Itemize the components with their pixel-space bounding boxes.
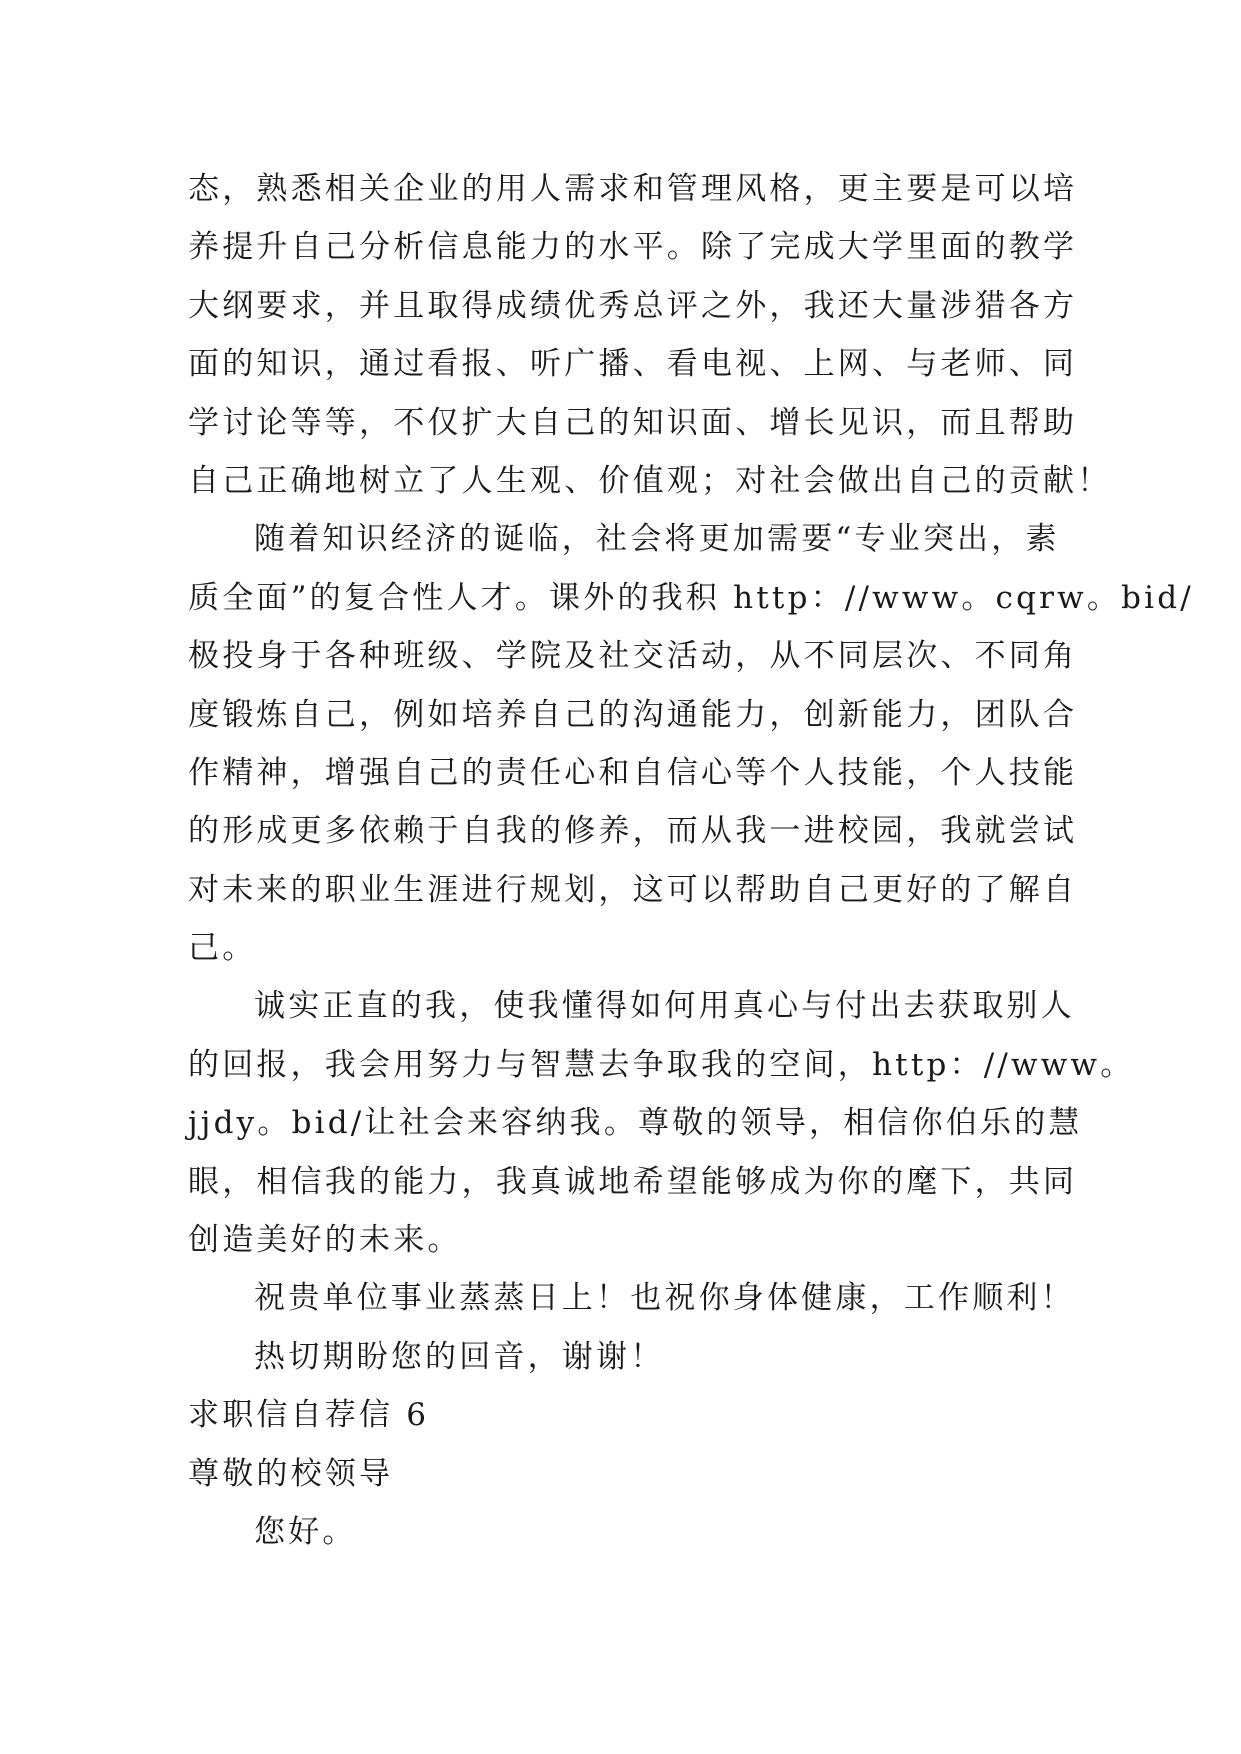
text-line: 热切期盼您的回音，谢谢！ xyxy=(254,1338,665,1375)
text-line: 作精神，增强自己的责任心和自信心等个人技能，个人技能 xyxy=(188,754,1078,791)
section-heading: 求职信自荐信 6 xyxy=(188,1397,430,1434)
text-line: 己。 xyxy=(188,930,257,967)
text-line: jjdy。bid/让社会来容纳我。尊敬的领导，相信你伯乐的慧 xyxy=(188,1105,1083,1142)
text-line: 极投身于各种班级、学院及社交活动，从不同层次、不同角 xyxy=(188,638,1078,675)
text-line: 的形成更多依赖于自我的修养，而从我一进校园，我就尝试 xyxy=(188,813,1078,850)
text-line: 对未来的职业生涯进行规划，这可以帮助自己更好的了解自 xyxy=(188,871,1078,908)
text-line: 学讨论等等，不仅扩大自己的知识面、增长见识，而且帮助 xyxy=(188,404,1078,441)
text-line: 创造美好的未来。 xyxy=(188,1222,462,1259)
text-line: 态，熟悉相关企业的用人需求和管理风格，更主要是可以培 xyxy=(188,171,1078,207)
text-line: 养提升自己分析信息能力的水平。除了完成大学里面的教学 xyxy=(188,229,1078,266)
text-line: 诚实正直的我，使我懂得如何用真心与付出去获取别人 xyxy=(254,988,1075,1025)
text-line: 面的知识，通过看报、听广播、看电视、上网、与老师、同 xyxy=(188,346,1078,383)
salutation: 尊敬的校领导 xyxy=(188,1455,394,1492)
text-line: 大纲要求，并且取得成绩优秀总评之外，我还大量涉猎各方 xyxy=(188,287,1078,324)
greeting: 您好。 xyxy=(254,1513,357,1550)
text-line: 眼，相信我的能力，我真诚地希望能够成为你的麾下，共同 xyxy=(188,1163,1078,1200)
text-line: 自己正确地树立了人生观、价值观；对社会做出自己的贡献！ xyxy=(188,462,1112,499)
text-line: 的回报，我会用努力与智慧去争取我的空间，http：//www。 xyxy=(188,1046,1135,1083)
text-line: 度锻炼自己，例如培养自己的沟通能力，创新能力，团队合 xyxy=(188,696,1078,733)
letter-body xyxy=(188,160,1194,1561)
text-line: 祝贵单位事业蒸蒸日上！也祝你身体健康，工作顺利！ xyxy=(254,1280,1075,1317)
text-line: 随着知识经济的诞临，社会将更加需要“专业突出，素 xyxy=(254,521,1060,558)
text-line: 质全面”的复合性人才。课外的我积 http：//www。cqrw。bid/ xyxy=(188,579,1194,616)
